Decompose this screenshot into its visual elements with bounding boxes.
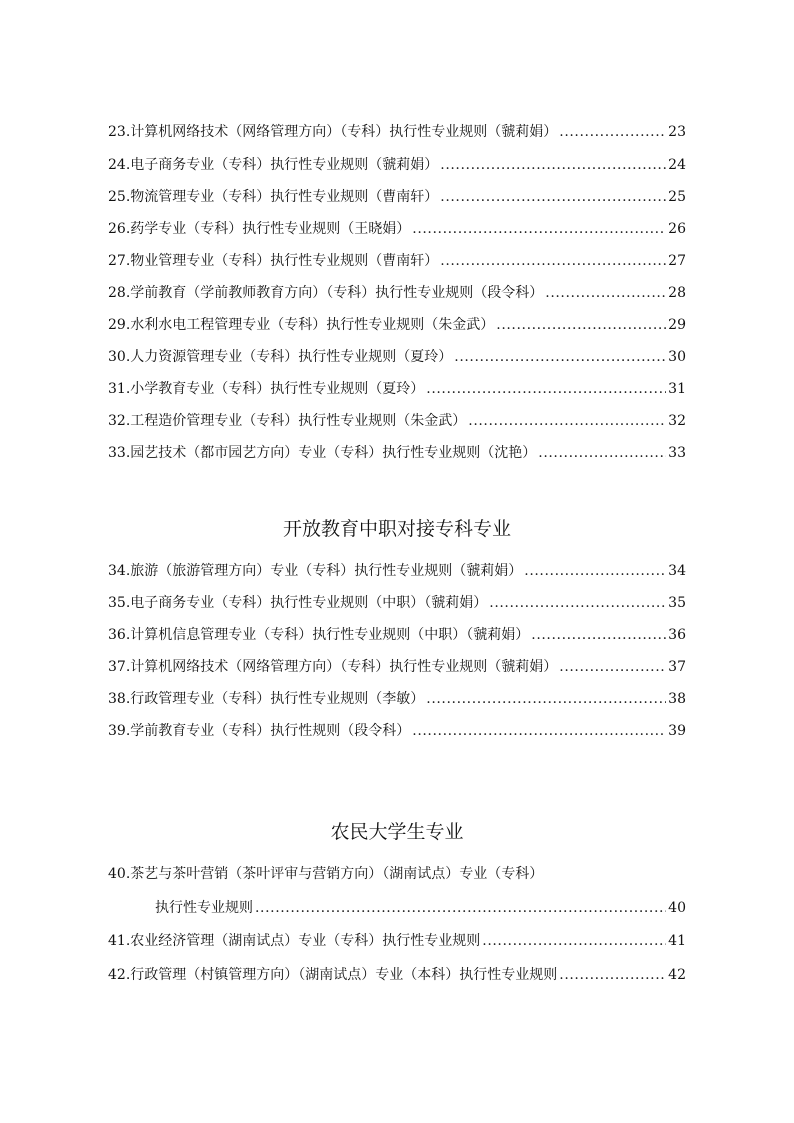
toc-item-title: 28.学前教育（学前教师教育方向）（专科）执行性专业规则（段令科）	[108, 285, 544, 301]
toc-leader-dots	[468, 409, 666, 433]
toc-item-title: 39.学前教育专业（专科）执行性规则（段令科）	[108, 723, 411, 739]
toc-leader-dots	[440, 249, 666, 273]
toc-leader-dots	[538, 441, 666, 465]
toc-item-title: 34.旅游（旅游管理方向）专业（专科）执行性专业规则（虢莉娟）	[108, 563, 523, 579]
toc-leader-dots	[412, 719, 666, 743]
toc-item-title: 26.药学专业（专科）执行性专业规则（王晓娟）	[108, 221, 411, 237]
toc-leader-dots	[496, 313, 666, 337]
toc-item-title: 38.行政管理专业（专科）执行性专业规则（李敏）	[108, 691, 425, 707]
toc-item-page: 38	[668, 691, 686, 707]
toc-item[interactable]	[108, 185, 686, 209]
toc-item-page: 39	[668, 723, 686, 739]
toc-leader-dots	[545, 281, 666, 305]
toc-leader-dots	[426, 377, 666, 401]
toc-item[interactable]	[108, 559, 686, 583]
toc-item-page: 24	[668, 157, 686, 173]
toc-item-page: 32	[668, 413, 686, 429]
toc-item[interactable]	[108, 929, 686, 953]
toc-item-page: 40	[668, 900, 686, 916]
toc-item-title: 40.茶艺与茶叶营销（茶叶评审与营销方向）（湖南试点）专业（专科）	[108, 866, 544, 882]
toc-item[interactable]	[108, 623, 686, 647]
toc-item-page: 26	[668, 221, 686, 237]
toc-item-page: 31	[668, 381, 686, 397]
toc-item-title: 41.农业经济管理（湖南试点）专业（专科）执行性专业规则	[108, 933, 481, 949]
toc-item-title: 执行性专业规则	[155, 900, 253, 916]
toc-item-page: 34	[668, 563, 686, 579]
toc-item[interactable]	[108, 120, 686, 144]
toc-item[interactable]	[108, 862, 686, 886]
toc-item-title: 25.物流管理专业（专科）执行性专业规则（曹南轩）	[108, 189, 439, 205]
toc-item[interactable]	[108, 377, 686, 401]
toc-leader-dots	[440, 153, 666, 177]
toc-item[interactable]	[108, 687, 686, 711]
toc-item-page: 41	[668, 933, 686, 949]
toc-item-title: 37.计算机网络技术（网络管理方向）（专科）执行性专业规则（虢莉娟）	[108, 659, 558, 675]
toc-leader-dots	[412, 217, 666, 241]
toc-item[interactable]	[108, 153, 686, 177]
toc-item-page: 25	[668, 189, 686, 205]
toc-leader-dots	[426, 687, 666, 711]
toc-item-title: 35.电子商务专业（专科）执行性专业规则（中职）（虢莉娟）	[108, 595, 488, 611]
toc-item-title: 32.工程造价管理专业（专科）执行性专业规则（朱金武）	[108, 413, 467, 429]
toc-item[interactable]	[108, 281, 686, 305]
toc-item-page: 28	[668, 285, 686, 301]
toc-item-page: 23	[668, 124, 686, 140]
toc-leader-dots	[559, 120, 666, 144]
toc-item-page: 35	[668, 595, 686, 611]
toc-leader-dots	[255, 896, 666, 920]
toc-item-page: 33	[668, 445, 686, 461]
section-heading-farmer: 农民大学生专业	[330, 821, 464, 843]
toc-item-page: 30	[668, 349, 686, 365]
toc-item-title: 24.电子商务专业（专科）执行性专业规则（虢莉娟）	[108, 157, 439, 173]
toc-item-title: 29.水利水电工程管理专业（专科）执行性专业规则（朱金武）	[108, 317, 495, 333]
toc-leader-dots	[531, 623, 666, 647]
toc-item-continuation[interactable]	[155, 896, 686, 920]
toc-item[interactable]	[108, 345, 686, 369]
toc-leader-dots	[482, 929, 666, 953]
toc-leader-dots	[559, 655, 666, 679]
toc-item[interactable]	[108, 963, 686, 987]
toc-item-title: 23.计算机网络技术（网络管理方向）（专科）执行性专业规则（虢莉娟）	[108, 124, 558, 140]
toc-item-page: 29	[668, 317, 686, 333]
toc-item[interactable]	[108, 441, 686, 465]
toc-item[interactable]	[108, 217, 686, 241]
toc-item-title: 33.园艺技术（都市园艺方向）专业（专科）执行性专业规则（沈艳）	[108, 445, 537, 461]
toc-item-title: 27.物业管理专业（专科）执行性专业规则（曹南轩）	[108, 253, 439, 269]
section-heading-open-education: 开放教育中职对接专科专业	[282, 518, 511, 540]
toc-leader-dots	[559, 963, 666, 987]
toc-item-page: 42	[668, 967, 686, 983]
toc-item-page: 36	[668, 627, 686, 643]
toc-item[interactable]	[108, 719, 686, 743]
toc-leader-dots	[524, 559, 666, 583]
toc-item-page: 27	[668, 253, 686, 269]
toc-item-page: 37	[668, 659, 686, 675]
toc-item-title: 42.行政管理（村镇管理方向）（湖南试点）专业（本科）执行性专业规则	[108, 967, 558, 983]
toc-leader-dots	[489, 591, 666, 615]
toc-item-title: 30.人力资源管理专业（专科）执行性专业规则（夏玲）	[108, 349, 453, 365]
toc-item[interactable]	[108, 249, 686, 273]
toc-leader-dots	[440, 185, 666, 209]
toc-item-title: 31.小学教育专业（专科）执行性专业规则（夏玲）	[108, 381, 425, 397]
toc-leader-dots	[454, 345, 666, 369]
toc-item[interactable]	[108, 591, 686, 615]
toc-item[interactable]	[108, 313, 686, 337]
toc-item[interactable]	[108, 655, 686, 679]
toc-item-title: 36.计算机信息管理专业（专科）执行性专业规则（中职）（虢莉娟）	[108, 627, 530, 643]
toc-item[interactable]	[108, 409, 686, 433]
